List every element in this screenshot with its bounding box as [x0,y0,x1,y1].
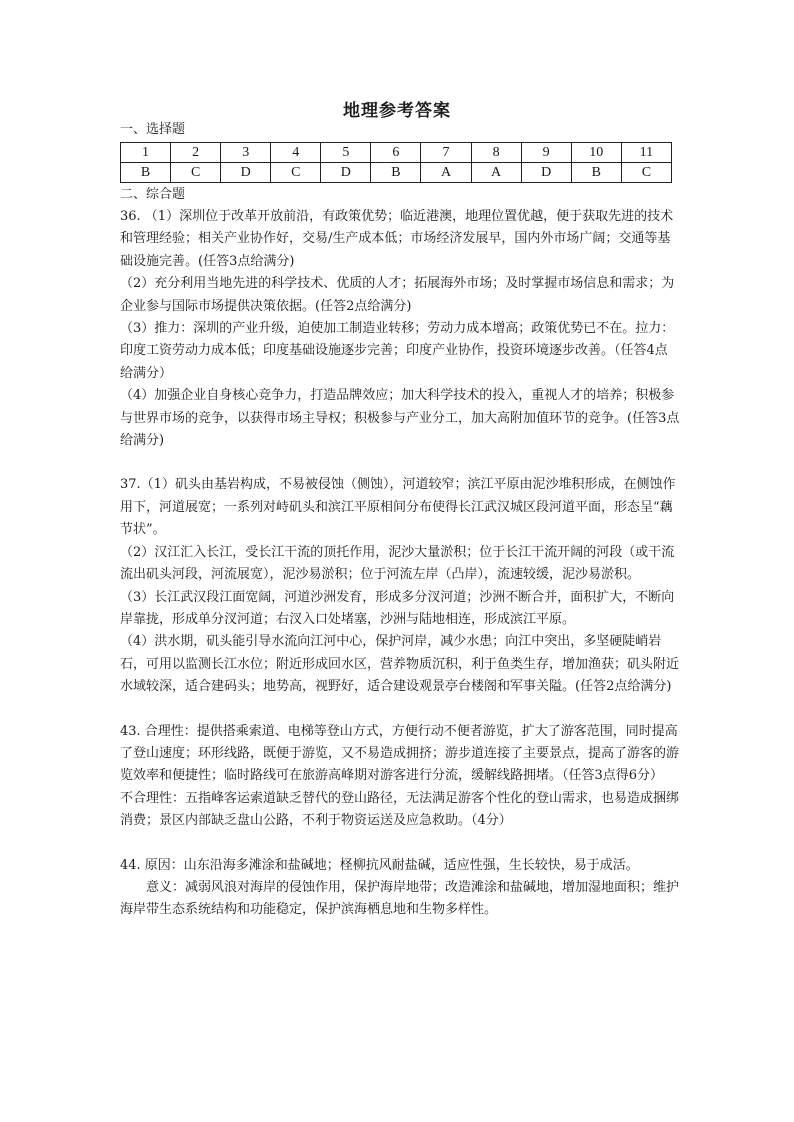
answer-cell: B [121,163,171,183]
question-number: 11 [621,143,671,163]
question-number: 10 [571,143,621,163]
q44-significance: 意义：减弱风浪对海岸的侵蚀作用，保护海岸地带；改造滩涂和盐碱地，增加湿地面积；维护海岸带生态系统结构和功能稳定，保护滨海栖息地和生物多样性。 [120,879,680,918]
spacer [120,699,680,721]
question-number: 1 [121,143,171,163]
page-title: 地理参考答案 [343,101,451,121]
spacer [120,452,680,474]
q36-part1: 36. （1）深圳位于改革开放前沿，有政策优势；临近港澳，地理位置优越，便于获取先进的技术和管理经验；相关产业协作好，交易/生产成本低；市场经济发展早，国内外市场广阔；交通等基础设施完善。(任答3点给满分) [120,209,674,269]
section-heading-comprehensive: 二、综合题 [120,187,186,202]
q44-reason: 44. 原因：山东沿海多滩涂和盐碱地；柽柳抗风耐盐碱，适应性强，生长较快，易于成活。 [120,857,639,873]
answer-cell: C [171,163,221,183]
answer-cell: A [471,163,521,183]
q37-part4: （4）洪水期，矶头能引导水流向江河中心，保护河岸，减少水患；向江中突出，多坚硬陡峭岩石，可用以监测长江水位；附近形成回水区，营养物质沉积，利于鱼类生存，增加渔获；矶头附近水域较深，适合建码头；地势高，视野好，适合建设观景亭台楼阁和军事关隘。(任答2点给满分) [120,634,680,695]
q36-part2: （2）充分利用当地先进的科学技术、优质的人才；拓展海外市场；及时掌握市场信息和需求；为企业参与国际市场提供决策依据。(任答2点给满分) [120,276,675,314]
answer-cell: B [571,163,621,183]
answer-cell: B [371,163,421,183]
question-number: 7 [421,143,471,163]
q43-irrationality: 不合理性：五指峰客运索道缺乏替代的登山路径，无法满足游客个性化的登山需求，也易造成捆绑消费；景区内部缺乏盘山公路，不利于物资运送及应急救助。（4分） [120,790,680,829]
spacer [120,833,680,855]
question-number: 4 [271,143,321,163]
answer-cell: D [521,163,571,183]
answer-cell: C [621,163,671,183]
answer-row [121,163,672,183]
question-number-row [121,143,672,163]
question-number: 9 [521,143,571,163]
q37-part3: （3）长江武汉段江面宽阔，河道沙洲发育，形成多分汊河道；沙洲不断合并，面积扩大，不断向岸靠拢，形成单分汊河道；右汊入口处堵塞，沙洲与陆地相连，形成滨江平原。 [120,589,675,627]
question-number: 8 [471,143,521,163]
answer-cell: D [321,163,371,183]
q36-part3: （3）推力：深圳的产业升级，迫使加工制造业转移；劳动力成本增高；政策优势已不在。拉力：印度工资劳动力成本低；印度基础设施逐步完善；印度产业协作，投资环境逐步改善。（任答4点给满分） [120,321,675,381]
question-number: 2 [171,143,221,163]
q37-part1: 37.（1）矶头由基岩构成，不易被侵蚀（侧蚀），河道较窄；滨江平原由泥沙堆积形成，在侧蚀作用下，河道展宽；一系列对峙矶头和滨江平原相间分布使得长江武汉城区段河道平面，形态呈“藕节状”。 [120,477,676,538]
comprehensive-answers [120,206,680,922]
answer-cell: D [221,163,271,183]
answer-cell: C [271,163,321,183]
q37-part2: （2）汉江汇入长江，受长江干流的顶托作用，泥沙大量淤积；位于长江干流开阔的河段（或干流流出矶头河段，河流展宽），泥沙易淤积；位于河流左岸（凸岸），流速较缓，泥沙易淤积。 [120,544,675,583]
section-heading-choice: 一、选择题 [120,122,186,137]
question-number: 3 [221,143,271,163]
question-number: 5 [321,143,371,163]
question-number: 6 [371,143,421,163]
answer-cell: A [421,163,471,183]
choice-answer-table [120,142,672,183]
q36-part4: （4）加强企业自身核心竞争力，打造品牌效应；加大科学技术的投入，重视人才的培养；积极参与世界市场的竞争，以获得市场主导权；积极参与产业分工，加大高附加值环节的竞争。(任答3点给满分) [120,388,680,449]
q43-rationality: 43. 合理性：提供搭乘索道、电梯等登山方式，方便行动不便者游览，扩大了游客范围，同时提高了登山速度；环形线路，既便于游览，又不易造成拥挤；游步道连接了主要景点，提高了游客的游览效率和便捷性；临时路线可在旅游高峰期对游客进行分流，缓解线路拥堵。（任答3点得6分） [120,723,680,784]
